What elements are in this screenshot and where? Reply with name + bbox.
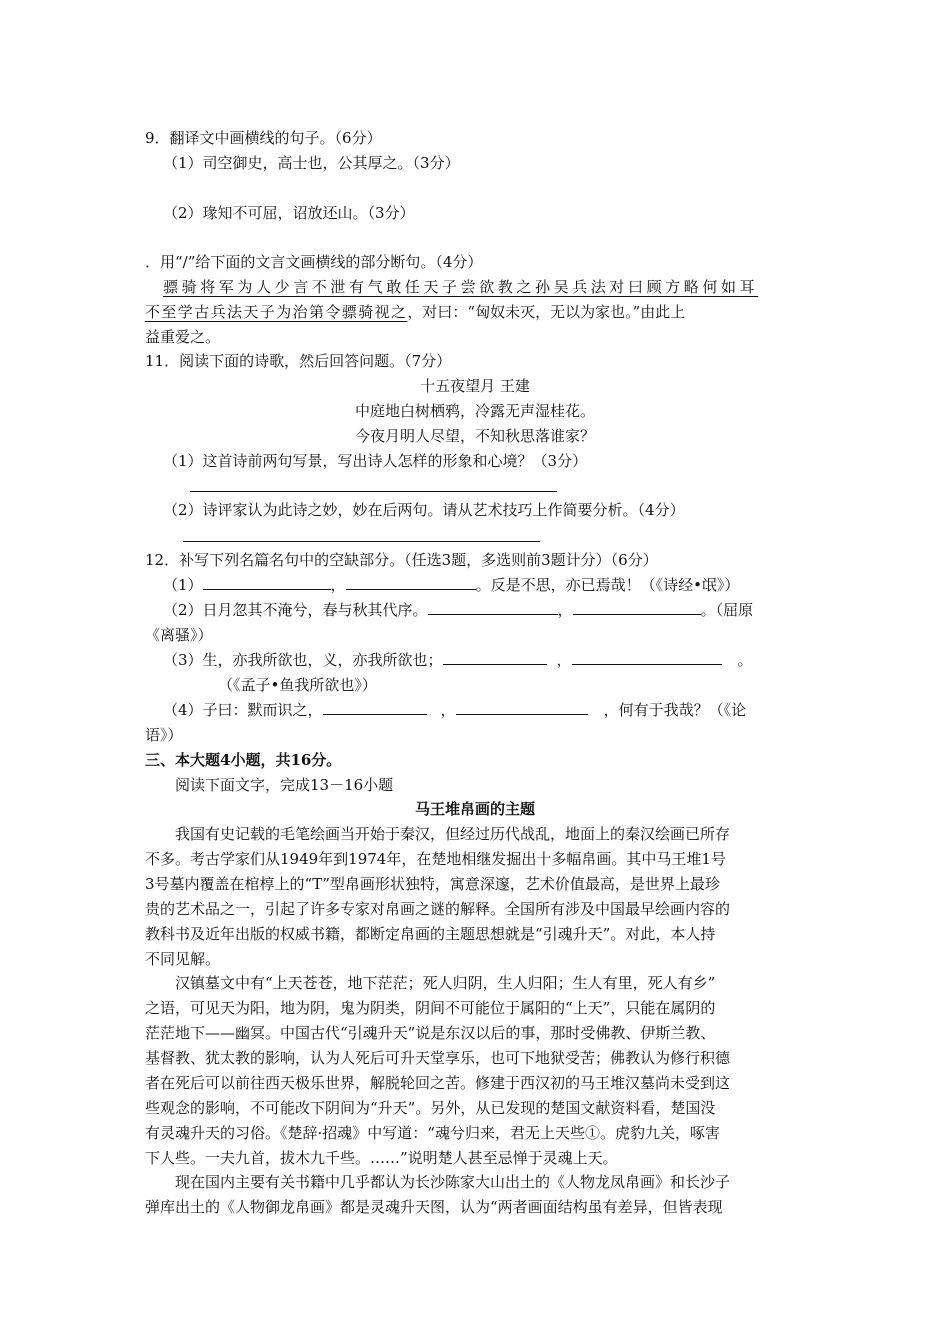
q12-sub3-blank1[interactable] <box>443 650 547 665</box>
p1-line1: 我国有史记载的毛笔绘画当开始于秦汉，但经过历代战乱，地面上的秦汉绘画已所存 <box>175 825 731 843</box>
q11-sub2: （2）诗评家认为此诗之妙，妙在后两句。请从艺术技巧上作简要分析。（4分） <box>163 501 685 519</box>
q12-sub1 <box>163 575 739 595</box>
q12-sub3-pre: （3）生，亦我所欲也，义，亦我所欲也； <box>163 651 443 669</box>
q12-sub2-blank1[interactable] <box>428 600 558 615</box>
q12-sub2-line2: 《离骚》） <box>145 626 213 644</box>
q12-sub1-sep: ， <box>330 576 346 594</box>
q12-sub3-line2: （《孟子•鱼我所欲也》） <box>218 676 377 694</box>
poem-line2: 今夜月明人尽望，不知秋思落谁家？ <box>354 427 595 445</box>
q12-sub1-post: 。反是不思，亦已焉哉！（《诗经•氓》） <box>475 576 740 594</box>
q12-sub2-pre: （2）日月忽其不淹兮，春与秋其代序。 <box>163 601 428 619</box>
p3-line2: 弹库出土的《人物御龙帛画》都是灵魂升天图，认为“两者画面结构虽有差异，但皆表现 <box>145 1198 723 1216</box>
p2-line7: 有灵魂升天的习俗。《楚辞·招魂》中写道：“魂兮归来，君无上天些①。虎豹九关，啄害 <box>145 1124 720 1142</box>
p1-line6: 不同见解。 <box>145 950 221 968</box>
p1-line5: 教科书及近年出版的权威书籍，都断定帛画的主题思想就是“引魂升天”。对此，本人持 <box>145 925 716 943</box>
q12-title: 12．补写下列名篇名句中的空缺部分。（任选3题，多选则前3题计分）（6分） <box>145 551 658 569</box>
q12-sub4-blank1[interactable] <box>323 700 427 715</box>
q10-passage-line3: 益重爱之。 <box>145 328 221 346</box>
q10-passage-line1: 骠骑将军为人少言不泄有气敢任天子尝欲教之孙吴兵法对曰顾方略何如耳 <box>163 278 759 296</box>
q12-sub4-post: ，何有于我哉？（《论 <box>603 701 747 719</box>
section3-instruction: 阅读下面文字，完成13－16小题 <box>175 776 394 794</box>
q12-sub4-line2: 语》） <box>145 726 183 744</box>
article-title: 马王堆帛画的主题 <box>414 801 535 818</box>
q12-sub3-post: 。 <box>737 651 753 669</box>
q12-sub4-pre: （4）子曰：默而识之， <box>163 701 323 719</box>
p1-line3: 3号墓内覆盖在棺椁上的“T”型帛画形状独特，寓意深邃，艺术价值最高，是世界上最珍 <box>145 875 720 893</box>
q12-sub2-sep: ， <box>557 601 573 619</box>
q11-answer-line2[interactable] <box>183 541 540 542</box>
q9-sub2: （2）瑑知不可屈，诏放还山。（3分） <box>163 204 415 222</box>
q9-title: 9．翻译文中画横线的句子。（6分） <box>145 129 382 147</box>
q12-sub1-pre: （1） <box>163 576 203 594</box>
p2-line2: 之语，可见天为阳，地为阴，鬼为阴类，阴间不可能位于属阳的“上天”，只能在属阴的 <box>145 999 716 1017</box>
q12-sub3-sep: ， <box>556 651 572 669</box>
q11-answer-line1[interactable] <box>190 491 557 492</box>
poem-title: 十五夜望月 王建 <box>420 377 530 395</box>
q12-sub4-sep: ， <box>440 701 456 719</box>
q12-sub3 <box>163 650 753 670</box>
p2-line3: 茫茫地下——幽冥。中国古代“引魂升天”说是东汉以后的事，那时受佛教、伊斯兰教、 <box>145 1024 716 1042</box>
q9-sub1: （1）司空御史，高士也，公其厚之。（3分） <box>163 154 460 172</box>
q12-sub2 <box>163 600 753 620</box>
q12-sub2-post: 。（屈原 <box>700 601 754 619</box>
p2-line4: 基督教、犹太教的影响，认为人死后可升天堂享乐，也可下地狱受苦；佛教认为修行积德 <box>145 1049 731 1067</box>
q12-sub4-blank2[interactable] <box>456 700 588 715</box>
p2-line8: 下人些。一夫九首，拔木九千些。……”说明楚人甚至忌惮于灵魂上天。 <box>145 1149 618 1167</box>
q11-sub1: （1）这首诗前两句写景，写出诗人怎样的形象和心境？（3分） <box>163 452 588 470</box>
q10-passage-line2 <box>145 302 685 322</box>
q10-passage-underlined: 不至学古兵法天子为治第令骠骑视之 <box>145 303 408 321</box>
q12-sub3-blank2[interactable] <box>572 650 722 665</box>
section3-heading: 三、本大题4小题，共16分。 <box>145 751 342 769</box>
p1-line4: 贵的艺术品之一，引起了许多专家对帛画之谜的解释。全国所有涉及中国最早绘画内容的 <box>145 900 731 918</box>
q11-title: 11．阅读下面的诗歌，然后回答问题。（7分） <box>145 352 452 370</box>
q12-sub1-blank1[interactable] <box>203 575 331 590</box>
q12-sub4 <box>163 700 746 720</box>
p2-line6: 些观念的影响，不可能改下阴间为“升天”。另外，从已发现的楚国文献资料看，楚国没 <box>145 1099 716 1117</box>
p3-line1: 现在国内主要有关书籍中几乎都认为长沙陈家大山出土的《人物龙凤帛画》和长沙子 <box>175 1173 731 1191</box>
poem-line1: 中庭地白树栖鸦，冷露无声湿桂花。 <box>354 402 595 420</box>
q12-sub2-blank2[interactable] <box>573 600 701 615</box>
p1-line2: 不多。考古学家们从1949年到1974年，在楚地相继发掘出十多幅帛画。其中马王堆1号 <box>145 850 726 868</box>
p2-line1: 汉镇墓文中有“上天苍苍，地下茫茫；死人归阴，生人归阳；生人有里，死人有乡” <box>175 974 716 992</box>
p2-line5: 者在死后可以前往西天极乐世界，解脱轮回之苦。修建于西汉初的马王堆汉墓尚未受到这 <box>145 1074 731 1092</box>
q12-sub1-blank2[interactable] <box>346 575 476 590</box>
q10-passage-rest: ，对曰：“匈奴未灭，无以为家也。”由此上 <box>407 303 686 321</box>
q10-title: ．用“/”给下面的文言文画横线的部分断句。（4分） <box>145 253 483 271</box>
